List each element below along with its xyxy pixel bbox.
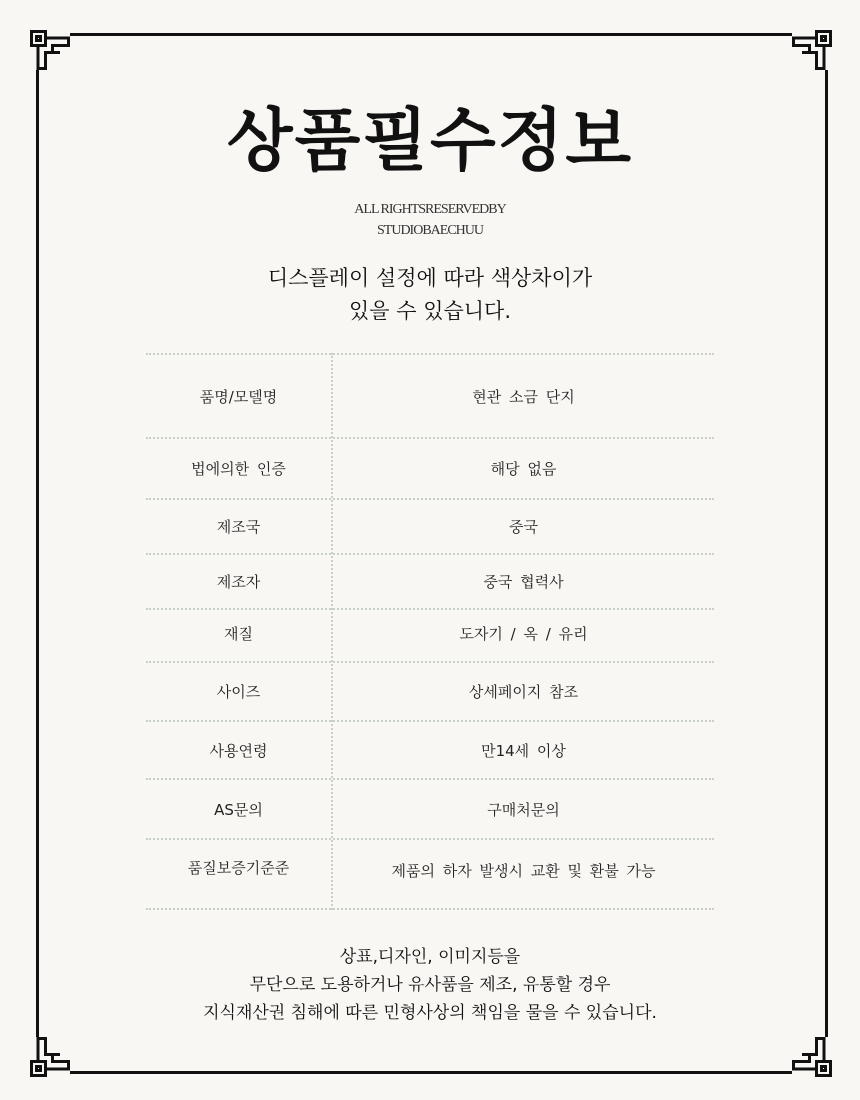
spec-label: 품질보증기준준 [187,858,290,877]
spec-value: 중국 협력사 [483,573,564,591]
spec-value: 제품의 하자 발생시 교환 및 환불 가능 [391,861,656,880]
corner-ornament-icon [792,1037,832,1077]
spec-value: 해당 없음 [490,460,557,478]
corner-ornament-icon [792,30,832,70]
warning-line: 무단으로 도용하거나 유사품을 제조, 유통할 경우 [249,975,611,995]
row-divider [146,908,714,910]
spec-label: 법에의한 인증 [191,460,286,478]
corner-ornament-icon [30,1037,70,1077]
copyright-notice [0,199,860,241]
spec-value: 상세페이지 참조 [468,683,579,701]
spec-value: 중국 [509,518,538,536]
copyright-line: STUDIOBAECHUU [377,223,483,238]
spec-label: 재질 [224,624,253,643]
spec-label: 제조국 [216,518,261,536]
product-info-table [146,353,714,910]
spec-label: 사용연령 [209,741,268,760]
copyright-warning [0,943,860,1027]
warning-line: 상표,디자인, 이미지등을 [339,947,521,967]
spec-value: 만14세 이상 [481,741,566,760]
page-title: 상품필수정보 [226,101,634,181]
notice-line: 있을 수 있습니다. [348,299,512,323]
spec-label: 제조자 [216,573,261,591]
spec-label: 사이즈 [216,683,261,701]
corner-ornament-icon [30,30,70,70]
notice-line: 디스플레이 설정에 따라 색상차이가 [267,266,593,290]
color-notice [0,262,860,328]
warning-line: 지식재산권 침해에 따른 민형사상의 책임을 물을 수 있습니다. [203,1003,657,1023]
spec-value: 구매처문의 [487,800,560,819]
spec-label: 품명/모델명 [199,387,278,406]
spec-value: 현관 소금 단지 [472,387,575,406]
spec-value: 도자기 / 옥 / 유리 [459,624,588,643]
copyright-line: ALL RIGHTSRESERVEDBY [354,202,506,217]
spec-label: AS문의 [214,800,263,819]
